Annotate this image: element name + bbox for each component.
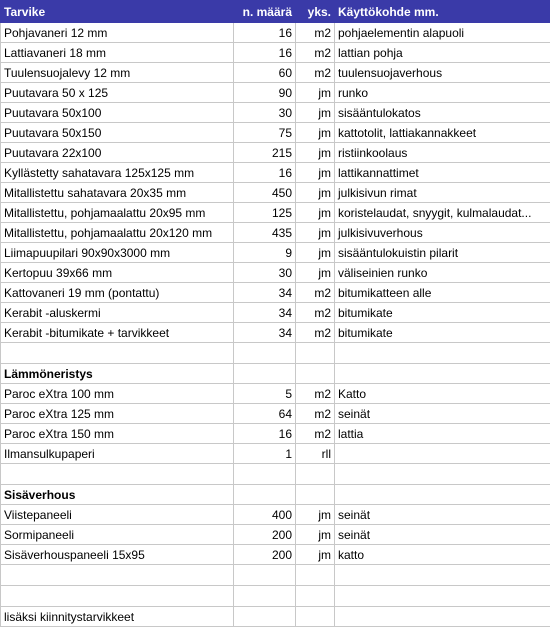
table-row — [1, 303, 550, 323]
cell-usage[interactable] — [335, 464, 550, 485]
header-row — [1, 1, 550, 23]
table-row — [1, 444, 550, 464]
cell-material[interactable]: Tuulensuojalevy 12 mm — [1, 63, 234, 83]
cell-unit[interactable]: jm — [296, 505, 335, 525]
cell-material[interactable]: Mitallistettu, pohjamaalattu 20x95 mm — [1, 203, 234, 223]
table-row — [1, 243, 550, 263]
cell-quantity[interactable] — [234, 485, 296, 505]
table-row — [1, 203, 550, 223]
cell-usage[interactable] — [335, 444, 550, 464]
cell-usage[interactable]: tuulensuojaverhous — [335, 63, 550, 83]
cell-quantity[interactable]: 60 — [234, 63, 296, 83]
cell-quantity[interactable] — [234, 343, 296, 364]
section-row — [1, 364, 550, 384]
cell-unit[interactable] — [296, 343, 335, 364]
cell-unit[interactable]: m2 — [296, 63, 335, 83]
table-row — [1, 143, 550, 163]
cell-unit[interactable]: jm — [296, 123, 335, 143]
cell-quantity[interactable]: 125 — [234, 203, 296, 223]
cell-unit[interactable] — [296, 364, 335, 384]
cell-unit[interactable]: jm — [296, 83, 335, 103]
cell-quantity[interactable]: 16 — [234, 163, 296, 183]
cell-quantity[interactable]: 34 — [234, 323, 296, 343]
cell-quantity[interactable]: 1 — [234, 444, 296, 464]
cell-quantity[interactable]: 30 — [234, 103, 296, 123]
column-header-quantity[interactable]: n. määrä — [234, 1, 296, 23]
cell-quantity[interactable]: 75 — [234, 123, 296, 143]
cell-usage[interactable]: runko — [335, 83, 550, 103]
cell-unit[interactable]: jm — [296, 525, 335, 545]
cell-material[interactable]: Kertopuu 39x66 mm — [1, 263, 234, 283]
cell-usage[interactable]: sisääntulokuistin pilarit — [335, 243, 550, 263]
cell-usage[interactable]: väliseinien runko — [335, 263, 550, 283]
cell-material[interactable]: Lämmöneristys — [1, 364, 234, 384]
cell-unit[interactable] — [296, 464, 335, 485]
cell-quantity[interactable]: 400 — [234, 505, 296, 525]
cell-usage[interactable]: kattotolit, lattiakannakkeet — [335, 123, 550, 143]
cell-unit[interactable]: m2 — [296, 424, 335, 444]
empty-row — [1, 343, 550, 364]
cell-unit[interactable] — [296, 565, 335, 586]
cell-unit[interactable]: m2 — [296, 43, 335, 63]
cell-material[interactable]: Paroc eXtra 100 mm — [1, 384, 234, 404]
cell-usage[interactable]: bitumikate — [335, 303, 550, 323]
cell-usage[interactable] — [335, 607, 550, 627]
cell-unit[interactable] — [296, 607, 335, 627]
cell-material[interactable]: Pohjavaneri 12 mm — [1, 23, 234, 43]
section-row — [1, 485, 550, 505]
table-row — [1, 163, 550, 183]
cell-usage[interactable]: seinät — [335, 525, 550, 545]
cell-unit[interactable]: m2 — [296, 303, 335, 323]
cell-material[interactable]: Liimapuupilari 90x90x3000 mm — [1, 243, 234, 263]
cell-quantity[interactable]: 215 — [234, 143, 296, 163]
cell-usage[interactable]: pohjaelementin alapuoli — [335, 23, 550, 43]
cell-usage[interactable]: seinät — [335, 404, 550, 424]
table-row — [1, 223, 550, 243]
table-row — [1, 263, 550, 283]
cell-material[interactable] — [1, 343, 234, 364]
cell-material[interactable] — [1, 464, 234, 485]
cell-unit[interactable]: rll — [296, 444, 335, 464]
cell-quantity[interactable] — [234, 607, 296, 627]
empty-row — [1, 565, 550, 586]
table-row — [1, 424, 550, 444]
column-header-unit[interactable]: yks. — [296, 1, 335, 23]
table-row — [1, 183, 550, 203]
cell-unit[interactable]: m2 — [296, 283, 335, 303]
cell-material[interactable]: Puutavara 50 x 125 — [1, 83, 234, 103]
cell-usage[interactable]: koristelaudat, snyygit, kulmalaudat... — [335, 203, 550, 223]
cell-quantity[interactable] — [234, 565, 296, 586]
cell-unit[interactable]: jm — [296, 163, 335, 183]
cell-usage[interactable] — [335, 343, 550, 364]
cell-material[interactable]: Mitallistettu sahatavara 20x35 mm — [1, 183, 234, 203]
cell-quantity[interactable]: 200 — [234, 525, 296, 545]
cell-unit[interactable] — [296, 485, 335, 505]
cell-unit[interactable]: jm — [296, 263, 335, 283]
column-header-material[interactable]: Tarvike — [1, 1, 234, 23]
table-row — [1, 23, 550, 43]
cell-unit[interactable]: jm — [296, 243, 335, 263]
cell-material[interactable]: Sormipaneeli — [1, 525, 234, 545]
cell-material[interactable]: Ilmansulkupaperi — [1, 444, 234, 464]
cell-material[interactable]: Paroc eXtra 125 mm — [1, 404, 234, 424]
cell-material[interactable]: Kyllästetty sahatavara 125x125 mm — [1, 163, 234, 183]
cell-usage[interactable]: lattia — [335, 424, 550, 444]
cell-material[interactable]: Paroc eXtra 150 mm — [1, 424, 234, 444]
table-row — [1, 404, 550, 424]
cell-quantity[interactable]: 16 — [234, 23, 296, 43]
cell-unit[interactable]: jm — [296, 223, 335, 243]
cell-unit[interactable]: jm — [296, 545, 335, 565]
cell-unit[interactable]: jm — [296, 143, 335, 163]
cell-material[interactable] — [1, 565, 234, 586]
cell-usage[interactable] — [335, 565, 550, 586]
cell-material[interactable]: Lattiavaneri 18 mm — [1, 43, 234, 63]
cell-quantity[interactable]: 30 — [234, 263, 296, 283]
cell-usage[interactable]: bitumikatteen alle — [335, 283, 550, 303]
table-row — [1, 607, 550, 627]
table-row — [1, 545, 550, 565]
table-row — [1, 283, 550, 303]
table-row — [1, 43, 550, 63]
empty-row — [1, 586, 550, 607]
cell-quantity[interactable] — [234, 464, 296, 485]
cell-material[interactable]: lisäksi kiinnitystarvikkeet — [1, 607, 234, 627]
cell-quantity[interactable] — [234, 586, 296, 607]
empty-row — [1, 464, 550, 485]
table-row — [1, 525, 550, 545]
cell-unit[interactable]: m2 — [296, 23, 335, 43]
column-header-usage[interactable]: Käyttökohde mm. — [335, 1, 550, 23]
cell-material[interactable]: Kerabit -bitumikate + tarvikkeet — [1, 323, 234, 343]
cell-quantity[interactable]: 16 — [234, 424, 296, 444]
cell-quantity[interactable]: 16 — [234, 43, 296, 63]
cell-material[interactable]: Kattovaneri 19 mm (pontattu) — [1, 283, 234, 303]
cell-unit[interactable] — [296, 586, 335, 607]
cell-quantity[interactable]: 5 — [234, 384, 296, 404]
cell-quantity[interactable]: 435 — [234, 223, 296, 243]
cell-usage[interactable]: Katto — [335, 384, 550, 404]
cell-unit[interactable]: jm — [296, 183, 335, 203]
cell-usage[interactable]: lattian pohja — [335, 43, 550, 63]
cell-material[interactable]: Mitallistettu, pohjamaalattu 20x120 mm — [1, 223, 234, 243]
table-body — [1, 23, 550, 627]
cell-quantity[interactable]: 9 — [234, 243, 296, 263]
table-row — [1, 123, 550, 143]
cell-unit[interactable]: jm — [296, 103, 335, 123]
table-row — [1, 103, 550, 123]
table-row — [1, 63, 550, 83]
table-row — [1, 323, 550, 343]
cell-usage[interactable]: seinät — [335, 505, 550, 525]
cell-material[interactable]: Kerabit -aluskermi — [1, 303, 234, 323]
cell-unit[interactable]: m2 — [296, 323, 335, 343]
cell-quantity[interactable] — [234, 364, 296, 384]
cell-usage[interactable] — [335, 364, 550, 384]
cell-quantity[interactable]: 450 — [234, 183, 296, 203]
cell-usage[interactable] — [335, 586, 550, 607]
cell-material[interactable] — [1, 586, 234, 607]
cell-usage[interactable]: bitumikate — [335, 323, 550, 343]
cell-usage[interactable]: ristiinkoolaus — [335, 143, 550, 163]
table-row — [1, 505, 550, 525]
table-row — [1, 83, 550, 103]
cell-unit[interactable]: m2 — [296, 384, 335, 404]
cell-material[interactable]: Sisäverhous — [1, 485, 234, 505]
cell-quantity[interactable]: 64 — [234, 404, 296, 424]
cell-material[interactable]: Sisäverhouspaneeli 15x95 — [1, 545, 234, 565]
cell-usage[interactable]: julkisivun rimat — [335, 183, 550, 203]
cell-material[interactable]: Puutavara 50x100 — [1, 103, 234, 123]
table-row — [1, 384, 550, 404]
cell-material[interactable]: Puutavara 50x150 — [1, 123, 234, 143]
cell-usage[interactable]: lattikannattimet — [335, 163, 550, 183]
cell-usage[interactable] — [335, 485, 550, 505]
cell-material[interactable]: Puutavara 22x100 — [1, 143, 234, 163]
cell-material[interactable]: Viistepaneeli — [1, 505, 234, 525]
cell-quantity[interactable]: 34 — [234, 303, 296, 323]
cell-usage[interactable]: sisääntulokatos — [335, 103, 550, 123]
cell-usage[interactable]: katto — [335, 545, 550, 565]
cell-quantity[interactable]: 90 — [234, 83, 296, 103]
cell-unit[interactable]: jm — [296, 203, 335, 223]
cell-quantity[interactable]: 34 — [234, 283, 296, 303]
cell-usage[interactable]: julkisivuverhous — [335, 223, 550, 243]
cell-quantity[interactable]: 200 — [234, 545, 296, 565]
cell-unit[interactable]: m2 — [296, 404, 335, 424]
